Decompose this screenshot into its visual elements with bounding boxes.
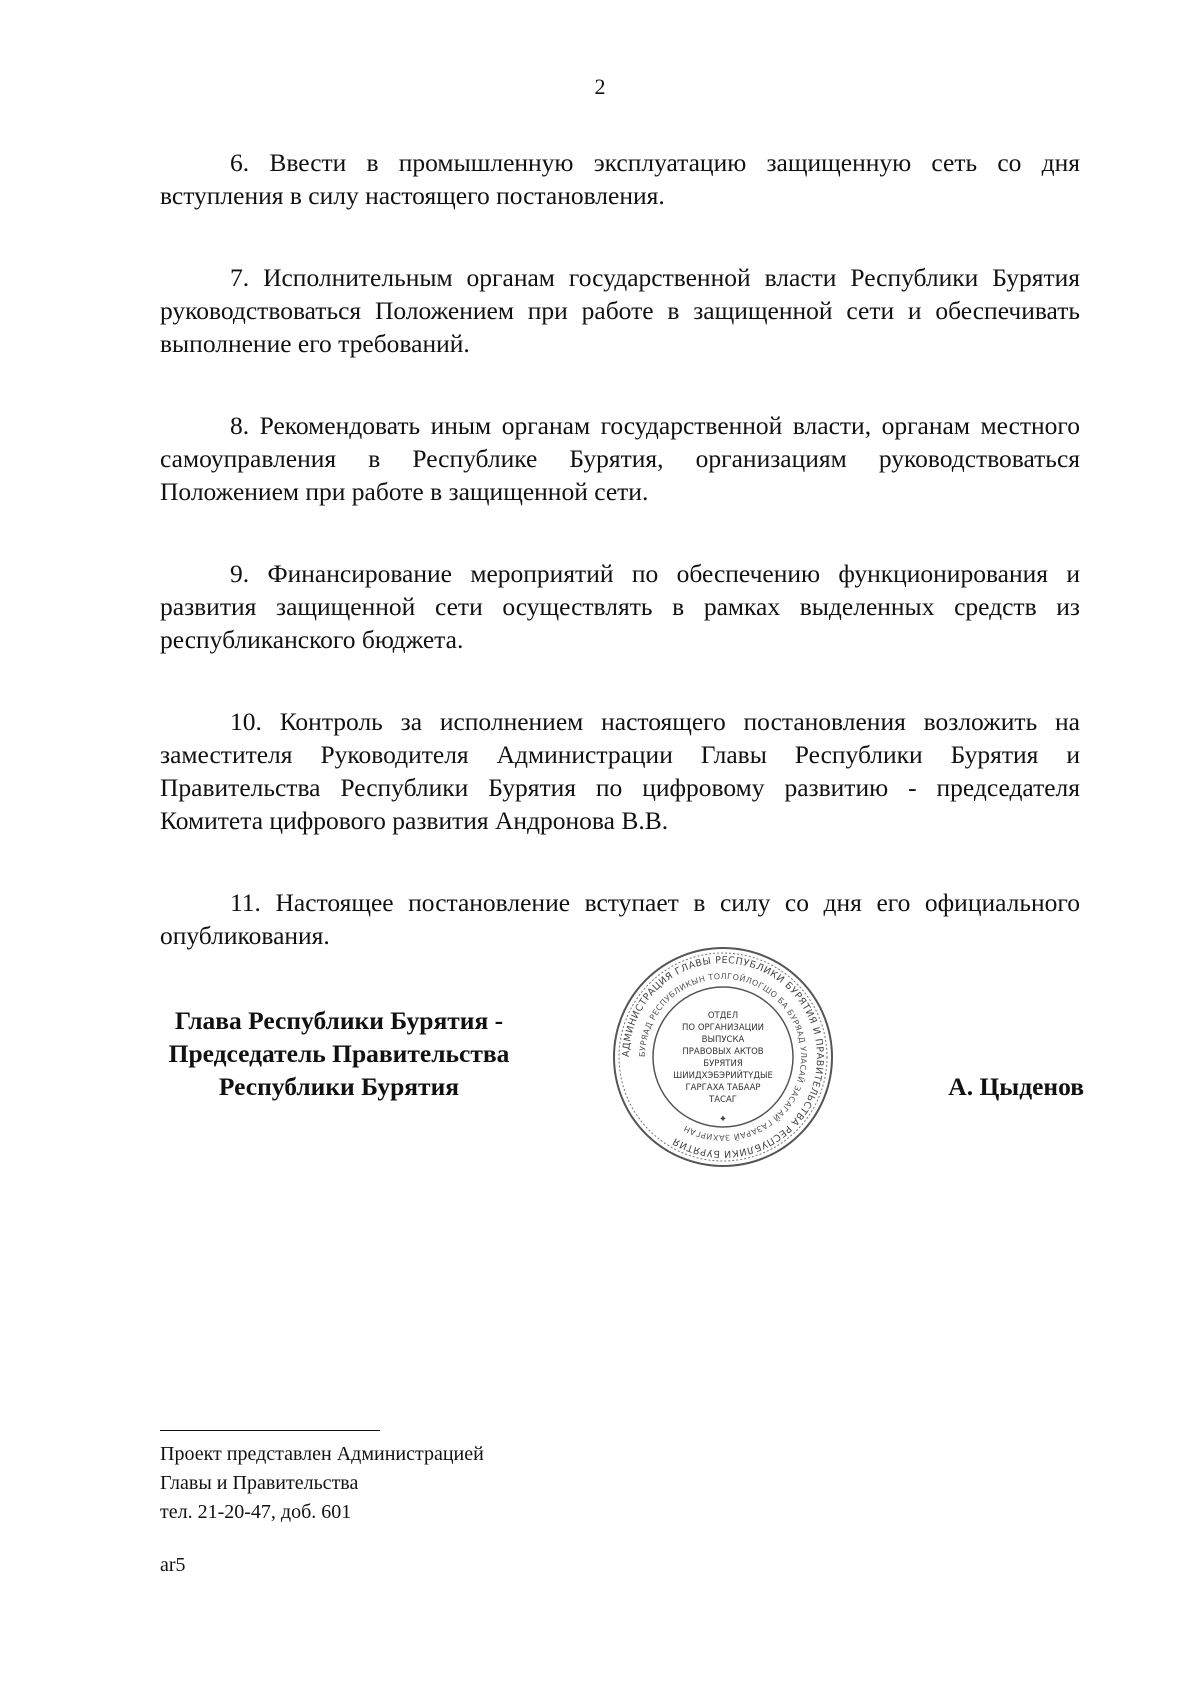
- svg-text:АДМИНИСТРАЦИЯ ГЛАВЫ РЕСПУБЛИКИ: [621, 955, 825, 1159]
- seal-outer-text: АДМИНИСТРАЦИЯ ГЛАВЫ РЕСПУБЛИКИ БУРЯТИЯ И ПРАВИТЕЛЬСТВА РЕСПУБЛИКИ БУРЯТИЯ: [620, 954, 826, 1160]
- seal-center-line: ТАСАГ: [709, 1095, 737, 1105]
- signatory-title: [130, 1004, 548, 1103]
- seal-center-line: ПО ОРГАНИЗАЦИИ: [682, 1023, 764, 1033]
- document-code: ar5: [160, 1554, 186, 1576]
- paragraph-8: 8. Рекомендовать иным органам государственной власти, органам местного самоуправления в Республике Бурятия, организациям руководствоваться Положением при работе в защищенной сети.: [160, 411, 1080, 506]
- footnote: [160, 1440, 484, 1527]
- seal-center-line: ВЫПУСКА: [701, 1035, 745, 1045]
- seal-center-line: ОТДЕЛ: [707, 1011, 739, 1021]
- seal-center-line: БУРЯТИЯ: [703, 1059, 743, 1069]
- footnote-line: Главы и Правительства: [160, 1472, 359, 1494]
- footnote-divider: [160, 1430, 380, 1431]
- seal-center-line: ШИИДХЭБЭРИЙТҮДЫЕ: [673, 1071, 773, 1081]
- paragraph-6: 6. Ввести в промышленную эксплуатацию защищенную сеть со дня вступления в силу настоящего постановления.: [160, 148, 1080, 210]
- paragraph-10: 10. Контроль за исполнением настоящего постановления возложить на заместителя Руководителя Администрации Главы Республики Бурятия и Правительства Республики Бурятия по цифровому развитию - председателя Комитета цифрового развития Андронова В.В.: [160, 707, 1080, 835]
- footnote-line: Проект представлен Администрацией: [160, 1443, 484, 1465]
- signatory-title-line: Глава Республики Бурятия -: [174, 1006, 504, 1035]
- page-number: 2: [594, 74, 606, 99]
- official-seal-stamp: [610, 944, 836, 1170]
- seal-inner-text: БУРЯАД РЕСПУБЛИКЫН ТОЛГОЙЛОГШО БА БУРЯАД УЛАСАЙ ЗАСАГАЙ ГАЗАРАЙ ЗАХИРГАН: [637, 971, 809, 1143]
- signatory-title-line: Республики Бурятия: [218, 1072, 460, 1101]
- paragraph-9: 9. Финансирование мероприятий по обеспечению функционирования и развития защищенной сети осуществлять в рамках выделенных средств из республиканского бюджета.: [160, 559, 1080, 654]
- signatory-title-line: Председатель Правительства: [168, 1039, 510, 1068]
- signatory-name: А. Цыденов: [948, 1072, 1084, 1101]
- svg-text:✦: ✦: [718, 1114, 728, 1125]
- footnote-line: тел. 21-20-47, доб. 601: [160, 1501, 352, 1523]
- seal-center-line: ПРАВОВЫХ АКТОВ: [682, 1047, 764, 1057]
- seal-center-line: ГАРГАХА ТАБААР: [685, 1083, 761, 1093]
- paragraph-11: 11. Настоящее постановление вступает в силу со дня его официального опубликования.: [160, 888, 1080, 950]
- paragraph-7: 7. Исполнительным органам государственной власти Республики Бурятия руководствоваться Положением при работе в защищенной сети и обеспечивать выполнение его требований.: [160, 263, 1080, 358]
- document-body: [160, 146, 1080, 1001]
